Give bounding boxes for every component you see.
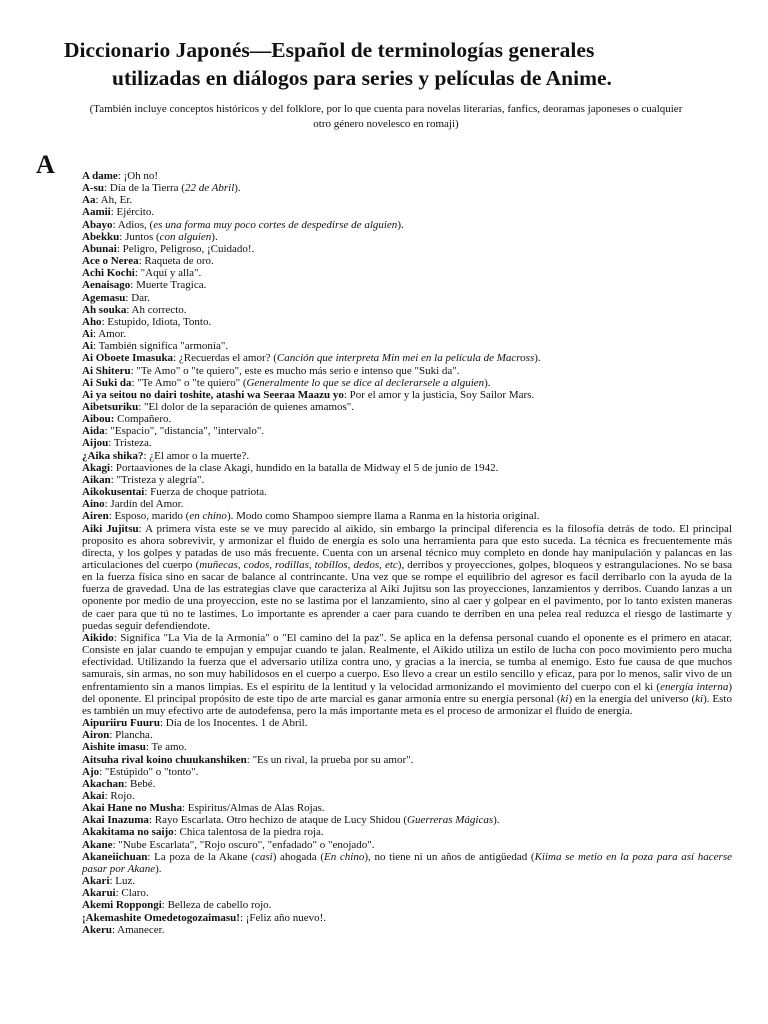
entry-term: A dame xyxy=(82,170,118,182)
entry-italic-text: En chino xyxy=(324,850,365,863)
dictionary-entry xyxy=(82,632,732,717)
entry-term: Ai ya seitou no dairi toshite, atashi wa Seeraa Maazu yo xyxy=(82,388,344,401)
entry-definition: : Fuerza de choque patriota. xyxy=(144,486,267,499)
entry-definition: : "Te Amo" o "te quiero", este es mucho más serio e intenso que "Suki da". xyxy=(130,364,460,377)
entry-term: Aida xyxy=(82,425,105,438)
entry-definition: : Día de la Tierra ( xyxy=(104,182,185,195)
dictionary-entry xyxy=(82,377,732,389)
dictionary-entry xyxy=(82,255,732,267)
dictionary-entry xyxy=(82,510,732,522)
entry-term: Aibetsuriku xyxy=(82,400,139,413)
entry-term: Aino xyxy=(82,498,105,511)
entry-definition: : "Tristeza y alegría". xyxy=(110,473,205,486)
entry-term: Abekku xyxy=(82,230,120,243)
entry-term: Aamii xyxy=(82,206,111,219)
entry-term: Airon xyxy=(82,729,110,742)
entry-definition: : Amor. xyxy=(93,328,127,341)
dictionary-entry xyxy=(82,729,732,741)
entry-definition: : ¡Feliz año nuevo!. xyxy=(239,911,327,924)
dictionary-entry xyxy=(82,474,732,486)
dictionary-entry xyxy=(82,182,732,194)
dictionary-entry xyxy=(82,462,732,474)
entry-term: Aijou xyxy=(82,437,109,450)
dictionary-entry xyxy=(82,316,732,328)
entry-definition: : ¿Recuerdas el amor? ( xyxy=(173,352,277,365)
dictionary-entry xyxy=(82,754,732,766)
entry-definition: ). Esto es también un muy efectivo arte de autodefensa, pero la más importante meta es el proceso de armonizar el fluido de energía. xyxy=(82,692,732,717)
entry-term: Ace o Nerea xyxy=(82,255,139,268)
entry-definition: ). xyxy=(493,814,500,827)
dictionary-entry xyxy=(82,887,732,899)
entry-definition: : Dar. xyxy=(125,291,150,304)
entry-term: Akai Hane no Musha xyxy=(82,802,182,815)
dictionary-entry xyxy=(82,437,732,449)
dictionary-entry xyxy=(82,899,732,911)
entry-term: Ai Suki da xyxy=(82,376,132,389)
entry-definition: : Chica talentosa de la piedra roja. xyxy=(173,826,324,839)
dictionary-entry xyxy=(82,340,732,352)
entry-term: Abunai xyxy=(82,242,117,255)
entry-italic-text: en chino xyxy=(189,510,227,523)
entry-italic-text: con alguien xyxy=(159,230,212,243)
dictionary-entries xyxy=(82,170,732,936)
entry-term: Aenaisago xyxy=(82,279,131,292)
entry-definition: : Plancha. xyxy=(109,729,153,742)
entry-definition: : Amanecer. xyxy=(111,923,165,936)
dictionary-entry xyxy=(82,912,732,924)
entry-term: Abayo xyxy=(82,218,113,231)
dictionary-entry xyxy=(82,243,732,255)
entry-definition: ). Modo como Shampoo siempre llama a Ranma en la historia original. xyxy=(226,510,540,523)
entry-definition: : Ah, Er. xyxy=(95,194,133,207)
dictionary-entry xyxy=(82,741,732,753)
dictionary-entry xyxy=(82,778,732,790)
entry-definition: : Significa "La Via de la Armonia" o "El camino del la paz". Se aplica en la defensa personal cuando el oponente es el primero en atacar. Consiste en jalar cuando te empujan y empujar cuando te jalan. Realmente, el Aikido utiliza un estilo de lucha con poco movimiento pero mucha efectividad. Utilizando la fuerza que el adversario utiliza contra uno, y gracias a la inercia, se tumba al enemigo. Esto fue causa de que muchos samurais, sin armas, no son muy habilidosos en el cuerpo a cuerpo. Eso llevo a crear un estilo sencillo y eficaz, para por lo menos, salir vivo de un enfrentamiento sin a manos limpias. Es el espíritu de la lentitud y la velocidad armonizando el movimiento del cuerpo con el ki ( xyxy=(82,631,732,693)
entry-term: Aa xyxy=(82,194,96,207)
entry-term: Aiki Jujitsu xyxy=(82,522,139,535)
title-line-2: utilizadas en diálogos para series y películas de Anime. xyxy=(112,66,612,90)
entry-term: Aitsuha rival koino chuukanshiken xyxy=(82,753,247,766)
dictionary-entry xyxy=(82,486,732,498)
entry-italic-text: casi xyxy=(254,850,273,863)
entry-definition: ) del oponente. El principal propósito de este tipo de arte marcial es ganar armonía entre su energía personal ( xyxy=(82,680,733,705)
entry-term: Akemi Roppongi xyxy=(82,899,162,912)
dictionary-entry xyxy=(82,790,732,802)
entry-definition: : Adios, ( xyxy=(112,218,154,231)
dictionary-entry xyxy=(82,219,732,231)
entry-definition: : Estupido, Idiota, Tonto. xyxy=(101,315,212,328)
entry-italic-text: Guerreras Mágicas xyxy=(407,814,494,827)
entry-italic-text: Generalmente lo que se dice al declerarsele a alguien xyxy=(246,376,485,389)
entry-term: Aho xyxy=(82,315,102,328)
dictionary-entry xyxy=(82,401,732,413)
entry-term: Aikokusentai xyxy=(82,486,145,499)
dictionary-entry xyxy=(82,304,732,316)
entry-definition: : "Te Amo" o "te quiero" ( xyxy=(131,376,247,389)
section-letter: A xyxy=(36,150,55,179)
entry-definition: : También significa "armonía". xyxy=(93,340,229,353)
entry-definition: : Bebé. xyxy=(124,777,156,790)
entry-italic-text: Canción que interpreta Min mei en la película de Macross xyxy=(276,352,535,365)
entry-term: Ai Oboete Imasuka xyxy=(82,352,174,365)
entry-italic-text: es una forma muy poco cortes de despedirse de alguien xyxy=(153,218,398,231)
entry-definition: ) en la energía del universo ( xyxy=(568,692,696,705)
entry-definition: : A primera vista este se ve muy parecido al aikido, sin embargo la principal diferencia es la filosofía detrás de todo. El principal proposito es ahora sobrevivir, y armonizar el fluido de energía es solo una herramienta para que esto suceda. La técnica es frecuentemente más directa, y los golpes y patadas de uso más frecuente. Cuenta con un arsenal técnico muy completo en donde hay manipulación y palancas en las articulaciones del cuerpo ( xyxy=(82,522,732,571)
entry-term: Akai Inazuma xyxy=(82,814,149,827)
entry-definition: ) ahogada ( xyxy=(272,850,325,863)
entry-definition: : Juntos ( xyxy=(119,230,160,243)
entry-term: Akai xyxy=(82,789,105,802)
entry-term: Achi Kochi xyxy=(82,267,135,280)
entry-term: Aipuriiru Fuuru xyxy=(82,717,160,730)
dictionary-entry xyxy=(82,425,732,437)
dictionary-entry xyxy=(82,279,732,291)
dictionary-entry xyxy=(82,826,732,838)
entry-term: Akagi xyxy=(82,461,111,474)
entry-definition: : Rojo. xyxy=(104,789,135,802)
entry-definition: : "Estúpido" o "tonto". xyxy=(99,765,199,778)
entry-definition: : Portaaviones de la clase Akagi, hundido en la batalla de Midway el 5 de junio de 1942. xyxy=(110,461,499,474)
entry-definition: : Peligro, Peligroso, ¡Cuidado!. xyxy=(116,242,255,255)
entry-italic-text: muñecas, codos, rodillas, tobillos, dedos, etc xyxy=(199,559,398,571)
document-title xyxy=(64,36,724,92)
dictionary-entry xyxy=(82,352,732,364)
entry-term: Akeru xyxy=(82,923,112,936)
entry-definition: ). xyxy=(234,182,241,195)
dictionary-entry xyxy=(82,851,732,875)
dictionary-entry xyxy=(82,839,732,851)
entry-definition: : Luz. xyxy=(109,875,136,888)
dictionary-entry xyxy=(82,328,732,340)
dictionary-entry xyxy=(82,814,732,826)
document-subtitle: (También incluye conceptos históricos y del folklore, por lo que cuenta para novelas literarias, fanfics, deoramas japoneses o cualquier otro género novelesco en romaji) xyxy=(89,103,683,130)
entry-definition: ), derribos y proyecciones, golpes, bloqueos y estrangulaciones. No se basa en la fuerza física sino en sacar de balance al contrincante. Una vez que se rompe el equilibrio del agresor es facil derribarlo con la ayuda de la fuerza de gravedad. Una de las estrategias clave que caracteriza al Aiki Jujitsu son las proyecciones, lanzamientos y derribos. Cuando lanzas a un oponente por medio de una proyeccion, este no se lastima por el lanzamiento, sino al caer y golpear en el pavimento, por lo tanto existen maneras de caer para que tú no te lastimes. Lo importante es aprender a caer para cuando te derriben en una pelea real reduzca el riesgo de lastimarte y puedas seguir defendiendote. xyxy=(82,559,732,632)
dictionary-entry xyxy=(82,717,732,729)
entry-term: Ajo xyxy=(82,765,100,778)
entry-definition: : Te amo. xyxy=(145,741,187,754)
entry-italic-text: ki xyxy=(560,692,569,705)
entry-definition: : ¡Oh no! xyxy=(117,170,159,182)
entry-term: Akakitama no saijo xyxy=(82,826,174,839)
entry-term: ¿Aika shika? xyxy=(82,449,144,462)
entry-definition: ). xyxy=(211,230,218,243)
dictionary-entry xyxy=(82,413,732,425)
dictionary-entry xyxy=(82,206,732,218)
dictionary-entry xyxy=(82,875,732,887)
entry-definition: : "Aquí y alla". xyxy=(134,267,202,280)
entry-definition: : Claro. xyxy=(115,887,149,900)
title-line-1: Diccionario Japonés—Español de terminologías generales xyxy=(64,38,595,62)
entry-definition: Compañero. xyxy=(114,413,172,426)
entry-definition: : La poza de la Akane ( xyxy=(147,850,255,863)
entry-definition: : ¿El amor o la muerte?. xyxy=(143,449,250,462)
entry-definition: : Rayo Escarlata. Otro hechizo de ataque de Lucy Shidou ( xyxy=(148,814,408,827)
entry-term: Airen xyxy=(82,510,109,523)
dictionary-entry xyxy=(82,292,732,304)
entry-term: Akaneiichuan xyxy=(82,850,148,863)
entry-term: Ai xyxy=(82,328,93,341)
entry-definition: : "Espacio", "distancia", "intervalo". xyxy=(104,425,265,438)
entry-term: Ah souka xyxy=(82,303,127,316)
dictionary-entry xyxy=(82,170,732,182)
entry-italic-text: ki xyxy=(695,692,704,705)
entry-term: Aibou: xyxy=(82,413,115,426)
entry-definition: : Muerte Tragica. xyxy=(130,279,207,292)
dictionary-entry xyxy=(82,194,732,206)
entry-definition: : "El dolor de la separación de quienes amamos". xyxy=(138,400,355,413)
entry-term: Akachan xyxy=(82,777,125,790)
entry-term: Aikido xyxy=(82,631,114,644)
entry-term: A-su xyxy=(82,182,105,195)
entry-term: Aikan xyxy=(82,473,111,486)
dictionary-entry xyxy=(82,766,732,778)
entry-definition: : "Es un rival, la prueba por su amor". xyxy=(246,753,414,766)
entry-definition: : Belleza de cabello rojo. xyxy=(161,899,272,912)
entry-definition: ), no tiene ni un años de antigüedad ( xyxy=(364,850,535,863)
entry-term: ¡Akemashite Omedetogozaimasu! xyxy=(82,911,240,924)
dictionary-entry xyxy=(82,498,732,510)
entry-term: Aishite imasu xyxy=(82,741,146,754)
entry-term: Ai Shiteru xyxy=(82,364,131,377)
entry-definition: ). xyxy=(155,862,162,875)
entry-definition: : Raqueta de oro. xyxy=(138,255,214,268)
entry-definition: : Ah correcto. xyxy=(126,303,187,316)
entry-definition: ). xyxy=(397,218,404,231)
entry-term: Akane xyxy=(82,838,113,851)
entry-definition: : Tristeza. xyxy=(108,437,152,450)
entry-definition: : Por el amor y la justicia, Soy Sailor Mars. xyxy=(343,388,535,401)
dictionary-entry xyxy=(82,924,732,936)
entry-italic-text: 22 de Abril xyxy=(184,182,235,195)
entry-italic-text: energía interna xyxy=(660,680,729,693)
dictionary-entry xyxy=(82,389,732,401)
entry-term: Agemasu xyxy=(82,291,126,304)
entry-definition: : Día de los Inocentes. 1 de Abril. xyxy=(159,717,308,730)
dictionary-entry xyxy=(82,365,732,377)
entry-term: Ai xyxy=(82,340,93,353)
entry-definition: : Esposo, marido ( xyxy=(108,510,190,523)
dictionary-entry xyxy=(82,231,732,243)
dictionary-entry xyxy=(82,523,732,632)
entry-definition: : Jardín del Amor. xyxy=(104,498,184,511)
entry-term: Akari xyxy=(82,875,110,888)
entry-term: Akarui xyxy=(82,887,116,900)
entry-definition: : Espiritus/Almas de Alas Rojas. xyxy=(181,802,325,815)
dictionary-entry xyxy=(82,450,732,462)
entry-definition: : Ejército. xyxy=(110,206,155,219)
entry-definition: ). xyxy=(484,376,491,389)
dictionary-entry xyxy=(82,267,732,279)
dictionary-entry xyxy=(82,802,732,814)
entry-italic-text: Kiima se metio en la poza para así hacerse pasar por Akane xyxy=(82,850,732,875)
entry-definition: ). xyxy=(534,352,541,365)
entry-definition: : "Nube Escarlata", "Rojo oscuro", "enfadado" o "enojado". xyxy=(112,838,375,851)
